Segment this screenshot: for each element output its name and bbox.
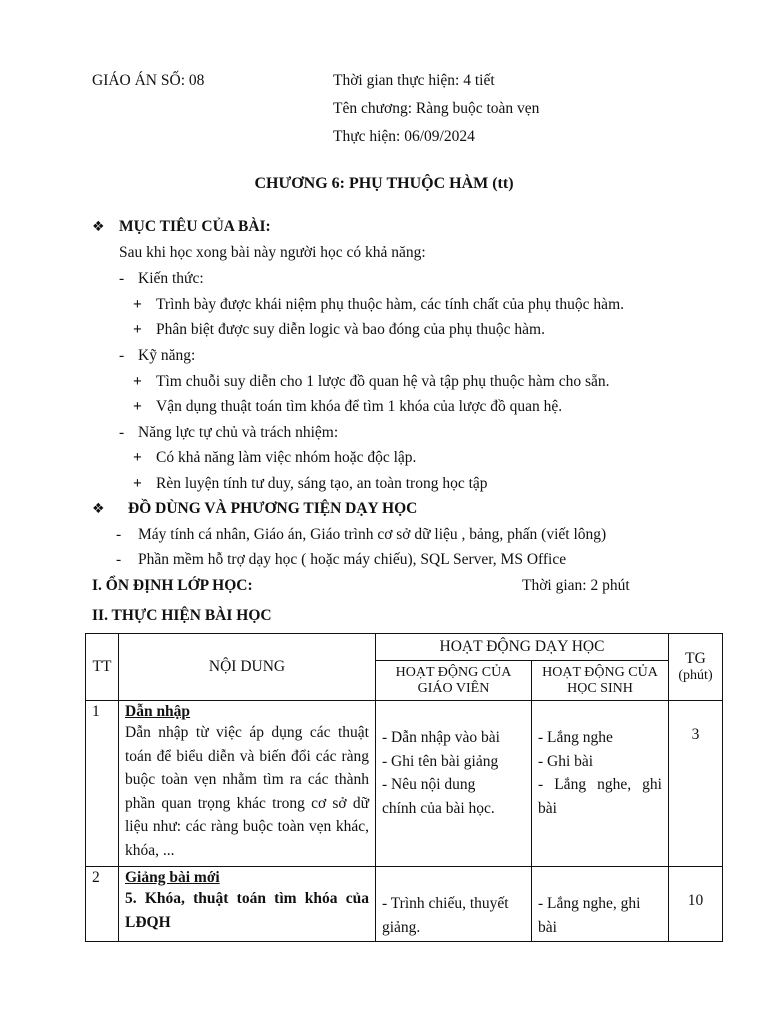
header-activities: HOẠT ĐỘNG DẠY HỌC: [376, 634, 669, 661]
lesson-duration: Thời gian thực hiện: 4 tiết: [333, 72, 495, 89]
plus-bullet-icon: +: [133, 296, 142, 313]
student-activity: [532, 867, 669, 942]
equipment-heading: ĐỒ DÙNG VÀ PHƯƠNG TIỆN DẠY HỌC: [128, 500, 418, 517]
row-content-text: 5. Khóa, thuật toán tìm khóa của LĐQH: [125, 890, 369, 931]
objectives-heading: MỤC TIÊU CỦA BÀI:: [119, 218, 271, 235]
row-title: Giảng bài mới: [125, 869, 220, 886]
section-heading-2: II. THỰC HIỆN BÀI HỌC: [92, 607, 272, 624]
teacher-line: chính của bài học.: [382, 799, 495, 817]
objective-item: Phân biệt được suy diễn logic và bao đóng của phụ thuộc hàm.: [156, 321, 545, 338]
table-row: [86, 867, 723, 942]
header-tg-label: TG: [685, 650, 706, 667]
student-line: - Lắng nghe, ghi bài: [538, 776, 662, 817]
teacher-line: - Dẫn nhập vào bài: [382, 729, 500, 746]
teacher-line: - Ghi tên bài giảng: [382, 752, 499, 770]
objective-item: Tìm chuỗi suy diễn cho 1 lược đồ quan hệ và tập phụ thuộc hàm cho sẵn.: [156, 373, 610, 390]
objective-group-label: Năng lực tự chủ và trách nhiệm:: [138, 424, 339, 441]
section-heading-1: I. ỔN ĐỊNH LỚP HỌC:: [92, 577, 253, 594]
student-line: bài: [538, 918, 557, 936]
teacher-line: - Trình chiếu, thuyết: [382, 895, 509, 912]
objective-item: Có khả năng làm việc nhóm hoặc độc lập.: [156, 449, 417, 466]
header-content: NỘI DUNG: [119, 634, 376, 701]
row-time: 10: [669, 867, 723, 942]
plus-bullet-icon: +: [133, 449, 142, 466]
row-content-text: Dẫn nhập từ việc áp dụng các thuật toán để biểu diễn và biến đổi các ràng buộc toàn vẹn nhằm tìm ra các thành phần quan trọng khác trong cơ sở dữ liệu như: các ràng buộc toàn vẹn khác, khóa, ...: [125, 724, 369, 859]
teacher-activity: [376, 867, 532, 942]
row-content: [119, 701, 376, 867]
objective-group-label: Kỹ năng:: [138, 347, 196, 364]
row-content: [119, 867, 376, 942]
chapter-name: Tên chương: Ràng buộc toàn vẹn: [333, 100, 540, 117]
student-activity: [532, 701, 669, 867]
lesson-table: [85, 633, 723, 942]
plus-bullet-icon: +: [133, 373, 142, 390]
diamond-bullet-icon: ❖: [92, 501, 105, 517]
row-time: 3: [669, 701, 723, 867]
plus-bullet-icon: +: [133, 398, 142, 415]
equipment-item: Phần mềm hỗ trợ dạy học ( hoặc máy chiếu), SQL Server, MS Office: [138, 551, 567, 568]
diamond-bullet-icon: ❖: [92, 219, 105, 235]
teacher-activity: [376, 701, 532, 867]
teacher-line: giảng.: [382, 918, 421, 936]
student-line: - Lắng nghe: [538, 729, 613, 746]
row-title: Dẫn nhập: [125, 703, 191, 720]
objective-group-label: Kiến thức:: [138, 270, 204, 287]
lesson-number: GIÁO ÁN SỐ: 08: [92, 72, 205, 89]
dash-icon: -: [116, 526, 122, 543]
teacher-line: - Nêu nội dung: [382, 776, 476, 793]
header-teacher: HOẠT ĐỘNG CỦA GIÁO VIÊN: [376, 661, 532, 701]
plus-bullet-icon: +: [133, 321, 142, 338]
student-line: - Lắng nghe, ghi: [538, 895, 641, 912]
objective-item: Rèn luyện tính tư duy, sáng tạo, an toàn trong học tập: [156, 475, 488, 492]
section-time: Thời gian: 2 phút: [522, 577, 630, 594]
header-tg-unit: (phút): [678, 668, 713, 683]
dash-icon: -: [116, 551, 122, 568]
header-tg: [669, 634, 723, 701]
table-row: [86, 701, 723, 867]
plus-bullet-icon: +: [133, 475, 142, 492]
equipment-item: Máy tính cá nhân, Giáo án, Giáo trình cơ sở dữ liệu , bảng, phấn (viết lông): [138, 526, 607, 543]
objectives-intro: Sau khi học xong bài này người học có khả năng:: [119, 244, 426, 261]
student-line: - Ghi bài: [538, 752, 594, 770]
lesson-date: Thực hiện: 06/09/2024: [333, 128, 475, 145]
objective-item: Trình bày được khái niệm phụ thuộc hàm, các tính chất của phụ thuộc hàm.: [156, 296, 624, 313]
header-tt: TT: [86, 634, 119, 701]
objective-item: Vận dụng thuật toán tìm khóa để tìm 1 khóa của lược đồ quan hệ.: [156, 398, 563, 415]
dash-icon: -: [119, 347, 125, 364]
page-title: CHƯƠNG 6: PHỤ THUỘC HÀM (tt): [254, 175, 514, 192]
row-number: 2: [86, 867, 119, 942]
dash-icon: -: [119, 424, 125, 441]
dash-icon: -: [119, 270, 125, 287]
row-number: 1: [86, 701, 119, 867]
header-student: HOẠT ĐỘNG CỦA HỌC SINH: [532, 661, 669, 701]
